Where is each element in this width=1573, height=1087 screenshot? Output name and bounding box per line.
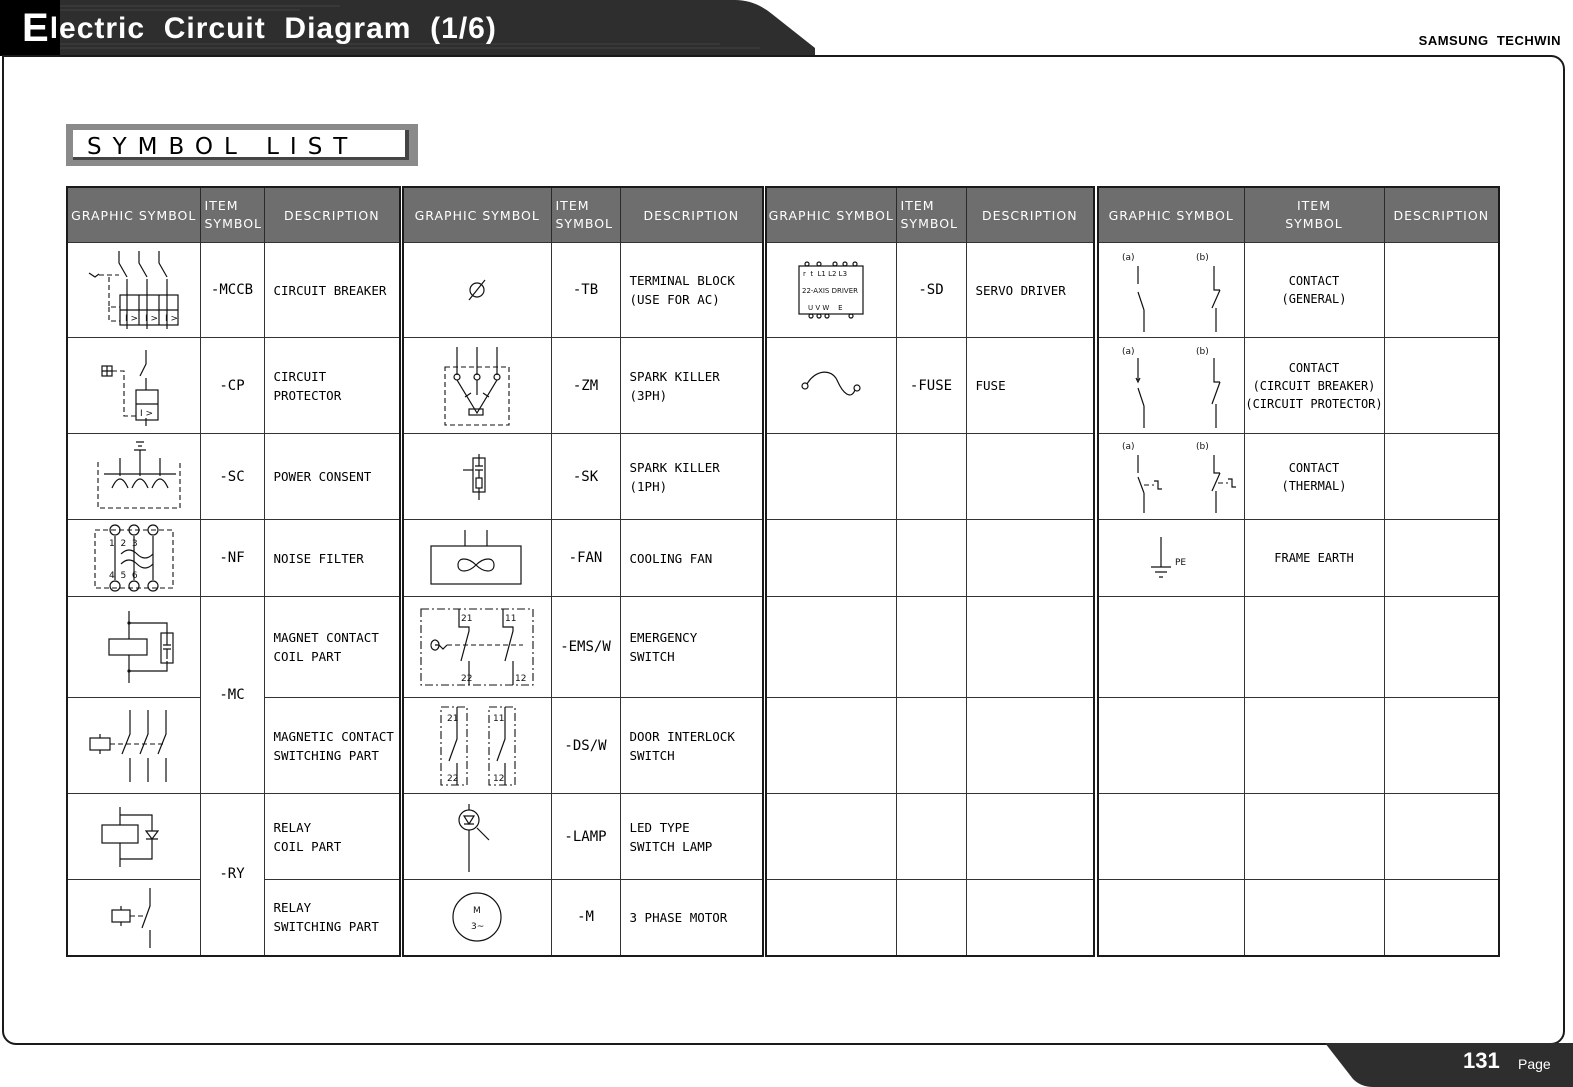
table-row — [67, 338, 400, 434]
item-symbol: -CP — [200, 338, 264, 434]
terminal-21-label: 21 — [461, 614, 473, 624]
table-row — [403, 243, 763, 338]
table-row — [766, 243, 1094, 338]
contact-b-label: (b) — [1196, 253, 1209, 263]
contact-a-label: (a) — [1122, 441, 1135, 452]
symbol-table-3 — [765, 186, 1095, 957]
power-consent-symbol — [67, 434, 200, 520]
description: EMERGENCY SWITCH — [620, 597, 763, 698]
table-row — [67, 434, 400, 520]
description: RELAY COIL PART — [264, 794, 400, 880]
table-row — [766, 698, 1094, 794]
item-symbol: -FAN — [551, 520, 620, 597]
description: CIRCUIT BREAKER — [264, 243, 400, 338]
item-symbol: CONTACT (THERMAL) — [1244, 434, 1384, 520]
description: COOLING FAN — [620, 520, 763, 597]
item-symbol: -FUSE — [896, 338, 966, 434]
contact-a-label: (a) — [1122, 253, 1135, 263]
header-item-symbol: ITEM SYMBOL — [551, 187, 620, 243]
description: SERVO DRIVER — [966, 243, 1094, 338]
item-symbol: FRAME EARTH — [1244, 520, 1384, 597]
description: 3 PHASE MOTOR — [620, 880, 763, 956]
description — [1384, 520, 1499, 597]
svg-text:I >: I > — [139, 408, 153, 419]
terminal-12-label: 12 — [515, 674, 527, 684]
table-row — [67, 520, 400, 597]
led-lamp-symbol — [403, 794, 551, 880]
empty-cell — [966, 698, 1094, 794]
empty-cell — [896, 794, 966, 880]
contact-thermal-symbol — [1098, 434, 1244, 520]
item-symbol: -M — [551, 880, 620, 956]
table-row — [766, 597, 1094, 698]
relay-switch-symbol — [67, 880, 200, 956]
terminal-11-label: 11 — [505, 614, 517, 624]
relay-coil-symbol — [67, 794, 200, 880]
table-row — [67, 243, 400, 338]
header-description: DESCRIPTION — [966, 187, 1094, 243]
table-row — [766, 880, 1094, 956]
empty-cell — [766, 434, 896, 520]
item-symbol: -LAMP — [551, 794, 620, 880]
noise-filter-symbol — [67, 520, 200, 597]
description — [1384, 434, 1499, 520]
empty-cell — [1384, 698, 1499, 794]
table-row — [1098, 880, 1499, 956]
empty-cell — [966, 434, 1094, 520]
table-row — [403, 698, 763, 794]
sd-terminals-top: r t L1 L2 L3 — [803, 270, 848, 278]
contact-breaker-symbol — [1098, 338, 1244, 434]
empty-cell — [1384, 597, 1499, 698]
header-item-symbol: ITEM SYMBOL — [200, 187, 264, 243]
table-row — [67, 597, 400, 698]
sd-driver-label: 22-AXIS DRIVER — [802, 287, 859, 295]
item-symbol: -MCCB — [200, 243, 264, 338]
item-symbol: -DS/W — [551, 698, 620, 794]
description: DOOR INTERLOCK SWITCH — [620, 698, 763, 794]
empty-cell — [1098, 794, 1244, 880]
header-graphic-symbol: GRAPHIC SYMBOL — [766, 187, 896, 243]
table-row — [766, 338, 1094, 434]
section-title-box — [66, 124, 418, 166]
description: POWER CONSENT — [264, 434, 400, 520]
description: SPARK KILLER (3PH) — [620, 338, 763, 434]
contact-b-label: (b) — [1196, 346, 1209, 357]
svg-text:I >: I > — [144, 314, 158, 324]
empty-cell — [1098, 698, 1244, 794]
motor-phase-label: 3~ — [471, 922, 485, 933]
description: RELAY SWITCHING PART — [264, 880, 400, 956]
empty-cell — [1244, 880, 1384, 956]
table-row — [1098, 597, 1499, 698]
page-number: 131 — [1463, 1048, 1500, 1073]
header-graphic-symbol: GRAPHIC SYMBOL — [67, 187, 200, 243]
table-row — [1098, 520, 1499, 597]
item-symbol: -NF — [200, 520, 264, 597]
item-symbol: -TB — [551, 243, 620, 338]
empty-cell — [966, 880, 1094, 956]
empty-cell — [1098, 597, 1244, 698]
item-symbol: -SC — [200, 434, 264, 520]
item-symbol: -MC — [200, 597, 264, 794]
servo-driver-symbol — [766, 243, 896, 338]
header-item-symbol: ITEM SYMBOL — [896, 187, 966, 243]
empty-cell — [1244, 698, 1384, 794]
table-row — [1098, 434, 1499, 520]
description: MAGNETIC CONTACT SWITCHING PART — [264, 698, 400, 794]
nf-bottom-label: 4 5 6 — [108, 571, 138, 581]
header-graphic-symbol: GRAPHIC SYMBOL — [403, 187, 551, 243]
table-row — [67, 794, 400, 880]
motor-m-label: M — [473, 906, 482, 917]
empty-cell — [766, 794, 896, 880]
header-item-symbol: ITEM SYMBOL — [1244, 187, 1384, 243]
empty-cell — [896, 880, 966, 956]
table-row — [766, 794, 1094, 880]
description: MAGNET CONTACT COIL PART — [264, 597, 400, 698]
svg-text:I >: I > — [164, 314, 178, 324]
spark-killer-3ph-symbol — [403, 338, 551, 434]
empty-cell — [896, 597, 966, 698]
terminal-12-label: 12 — [493, 773, 505, 784]
item-symbol: CONTACT (CIRCUIT BREAKER) (CIRCUIT PROTECTOR) — [1244, 338, 1384, 434]
empty-cell — [896, 434, 966, 520]
nf-top-label: 1 2 3 — [108, 539, 138, 549]
magnet-contact-coil-symbol — [67, 597, 200, 698]
item-symbol: CONTACT (GENERAL) — [1244, 243, 1384, 338]
company-name: SAMSUNG TECHWIN — [1418, 33, 1561, 48]
table-row — [403, 880, 763, 956]
empty-cell — [1098, 880, 1244, 956]
svg-text:I >: I > — [124, 314, 138, 324]
terminal-11-label: 11 — [493, 713, 505, 724]
table-row — [403, 794, 763, 880]
table-row — [403, 434, 763, 520]
item-symbol: -ZM — [551, 338, 620, 434]
description — [1384, 243, 1499, 338]
pe-label: PE — [1175, 558, 1187, 568]
page-label: Page — [1518, 1056, 1551, 1072]
symbol-table-2 — [402, 186, 764, 957]
empty-cell — [966, 520, 1094, 597]
header-description: DESCRIPTION — [264, 187, 400, 243]
sd-terminals-bottom: U V W E — [808, 304, 843, 312]
item-symbol: -RY — [200, 794, 264, 956]
empty-cell — [1384, 880, 1499, 956]
description: TERMINAL BLOCK (USE FOR AC) — [620, 243, 763, 338]
motor-symbol — [403, 880, 551, 956]
table-row — [403, 597, 763, 698]
cooling-fan-symbol — [403, 520, 551, 597]
empty-cell — [1244, 794, 1384, 880]
fuse-symbol — [766, 338, 896, 434]
table-row — [403, 520, 763, 597]
contact-general-symbol — [1098, 243, 1244, 338]
contact-b-label: (b) — [1196, 441, 1209, 452]
empty-cell — [896, 698, 966, 794]
description: NOISE FILTER — [264, 520, 400, 597]
table-row — [766, 434, 1094, 520]
table-row — [1098, 698, 1499, 794]
terminal-22-label: 22 — [447, 773, 459, 784]
empty-cell — [896, 520, 966, 597]
terminal-21-label: 21 — [447, 713, 459, 724]
empty-cell — [766, 698, 896, 794]
magnetic-contact-switch-symbol — [67, 698, 200, 794]
table-row — [1098, 794, 1499, 880]
description: LED TYPE SWITCH LAMP — [620, 794, 763, 880]
symbol-table-4 — [1097, 186, 1500, 957]
spark-killer-1ph-symbol — [403, 434, 551, 520]
terminal-22-label: 22 — [461, 674, 473, 684]
circuit-protector-symbol — [67, 338, 200, 434]
empty-cell — [966, 794, 1094, 880]
circuit-breaker-symbol — [67, 243, 200, 338]
empty-cell — [1244, 597, 1384, 698]
description — [1384, 338, 1499, 434]
table-row — [1098, 243, 1499, 338]
item-symbol: -SD — [896, 243, 966, 338]
description: SPARK KILLER (1PH) — [620, 434, 763, 520]
door-interlock-switch-symbol — [403, 698, 551, 794]
header-graphic-symbol: GRAPHIC SYMBOL — [1098, 187, 1244, 243]
empty-cell — [966, 597, 1094, 698]
header-description: DESCRIPTION — [620, 187, 763, 243]
description: CIRCUIT PROTECTOR — [264, 338, 400, 434]
item-symbol: -EMS/W — [551, 597, 620, 698]
table-row — [1098, 338, 1499, 434]
contact-a-label: (a) — [1122, 346, 1135, 357]
table-row — [403, 338, 763, 434]
table-row — [766, 520, 1094, 597]
symbol-table-1 — [66, 186, 401, 957]
description: FUSE — [966, 338, 1094, 434]
empty-cell — [766, 597, 896, 698]
empty-cell — [766, 520, 896, 597]
page-title: Electric Circuit Diagram (1/6) — [22, 6, 497, 50]
terminal-block-symbol — [403, 243, 551, 338]
emergency-switch-symbol — [403, 597, 551, 698]
header-description: DESCRIPTION — [1384, 187, 1499, 243]
frame-earth-symbol — [1098, 520, 1244, 597]
empty-cell — [766, 880, 896, 956]
section-title: SYMBOL LIST — [87, 134, 359, 160]
item-symbol: -SK — [551, 434, 620, 520]
empty-cell — [1384, 794, 1499, 880]
